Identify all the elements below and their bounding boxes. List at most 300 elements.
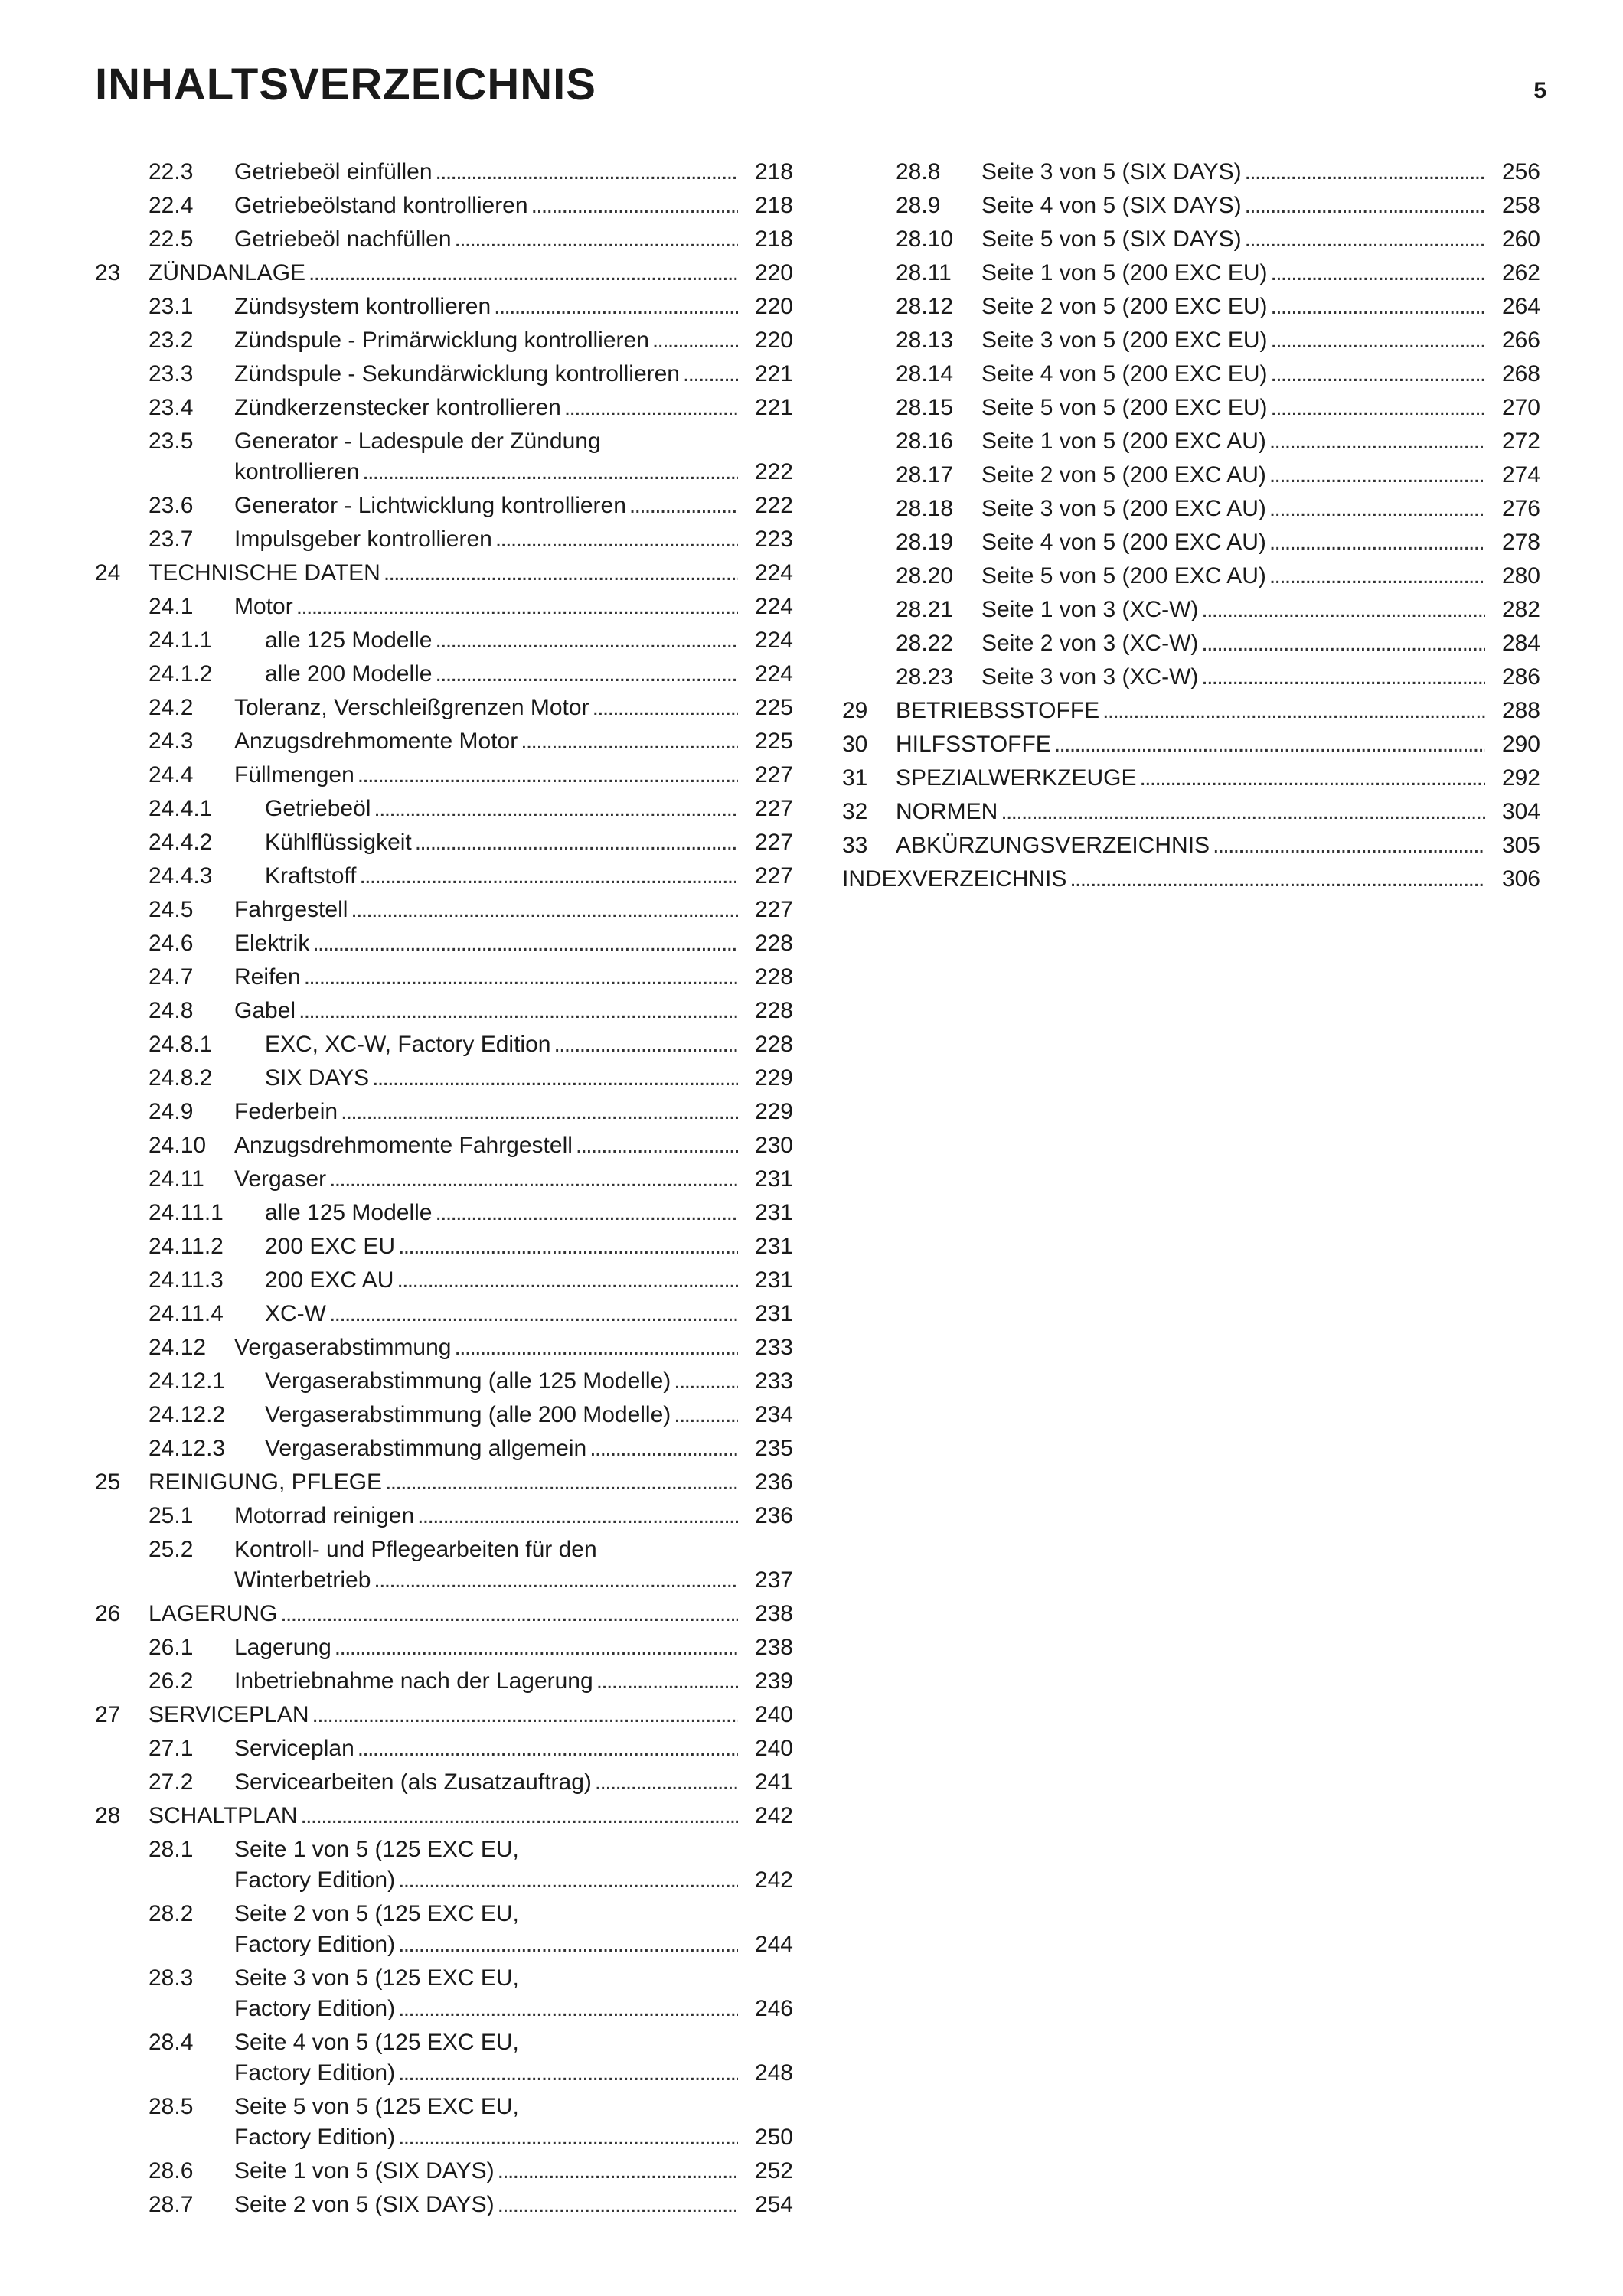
toc-entry[interactable] [95,1299,793,1332]
toc-entry-number: 23.7 [149,527,194,552]
toc-entry-title: Gabel [234,998,296,1023]
dot-leader [304,962,738,993]
toc-entry-number: 31 [842,765,868,791]
dot-leader [1271,292,1485,322]
toc-entry[interactable] [95,1130,793,1164]
toc-entry-title: Seite 2 von 3 (XC-W) [981,631,1199,656]
toc-entry[interactable] [842,662,1540,696]
dot-leader [436,157,738,188]
toc-entry[interactable] [95,1899,793,1963]
toc-entry[interactable] [95,861,793,895]
toc-entry-number: 28.4 [149,2030,194,2055]
toc-entry-page: 218 [754,193,793,218]
dot-leader [1245,157,1485,188]
toc-entry-title: INDEXVERZEICHNIS [842,866,1067,892]
toc-entry-title: HILFSSTOFFE [896,732,1051,757]
toc-entry-page: 231 [754,1234,793,1259]
dot-leader [1054,729,1485,760]
dot-leader [372,1063,738,1094]
toc-entry[interactable] [95,1265,793,1299]
toc-entry[interactable] [95,224,793,258]
toc-entry[interactable] [95,1700,793,1733]
toc-entry[interactable] [95,794,793,827]
toc-entry-number: 28.12 [896,294,954,319]
toc-entry-page: 223 [754,527,793,552]
toc-entry-page: 270 [1501,395,1540,420]
toc-entry[interactable] [842,797,1540,830]
toc-entry-title: Winterbetrieb [234,1567,371,1593]
toc-entry-title: Seite 3 von 3 (XC-W) [981,664,1199,690]
toc-entry-page: 260 [1501,227,1540,252]
toc-entry[interactable] [95,157,793,191]
dot-leader [1001,797,1485,827]
toc-entry-title: SERVICEPLAN [149,1702,309,1727]
toc-entry[interactable] [842,729,1540,763]
dot-leader [531,191,738,221]
toc-entry-number: 28.9 [896,193,941,218]
toc-entry[interactable] [95,1501,793,1534]
toc-entry-title: XC-W [265,1301,326,1326]
toc-entry-page: 238 [754,1635,793,1660]
toc-entry[interactable] [842,595,1540,628]
toc-entry-number: 28.7 [149,2192,194,2217]
dot-leader [435,1198,738,1228]
toc-entry-title: Seite 5 von 5 (200 EXC EU) [981,395,1268,420]
dot-leader [384,558,738,589]
toc-entry-page: 220 [754,294,793,319]
toc-entry-title: 200 EXC EU [265,1234,396,1259]
dot-leader [589,1433,738,1464]
dot-leader [398,2058,738,2089]
toc-entry-page: 224 [754,628,793,653]
toc-entry-number: 24.12 [149,1335,207,1360]
dot-leader [312,928,738,959]
toc-entry[interactable] [95,592,793,625]
dot-leader [358,1733,738,1764]
toc-entry-page: 239 [754,1668,793,1694]
toc-entry-number: 28.2 [149,1901,194,1926]
dot-leader [1201,595,1485,625]
toc-entry-title: Servicearbeiten (als Zusatzauftrag) [234,1769,592,1795]
toc-entry-title: LAGERUNG [149,1601,278,1626]
toc-entry[interactable] [95,726,793,760]
toc-entry-page: 266 [1501,328,1540,353]
toc-entry-title: Seite 1 von 5 (200 EXC EU) [981,260,1268,285]
toc-column-right [842,157,1540,898]
dot-leader [1269,426,1485,457]
dot-leader [374,1565,738,1596]
toc-entry-title: Vergaser [234,1166,327,1192]
toc-entry-title: Factory Edition) [234,2060,396,2086]
toc-entry-number: 24.11 [149,1166,204,1192]
toc-entry-title: Seite 5 von 5 (SIX DAYS) [981,227,1242,252]
toc-entry-title: Seite 4 von 5 (125 EXC EU, [234,2030,519,2055]
toc-entry[interactable] [95,2027,793,2092]
toc-entry-number: 24.4.1 [149,796,213,821]
toc-entry-number: 33 [842,833,868,858]
toc-entry-title: Anzugsdrehmomente Motor [234,729,518,754]
toc-entry-page: 292 [1501,765,1540,791]
toc-entry-title: Generator - Lichtwicklung kontrollieren [234,493,626,518]
dot-leader [455,224,738,255]
toc-entry-number: 28.22 [896,631,954,656]
toc-entry-title: Zündspule - Sekundärwicklung kontrollieren [234,361,680,386]
dot-leader [435,659,738,690]
dot-leader [1213,830,1485,861]
toc-entry[interactable] [842,864,1540,898]
toc-entry[interactable] [95,1164,793,1198]
toc-entry-page: 274 [1501,462,1540,488]
toc-entry-number: 24.12.3 [149,1436,226,1461]
toc-entry[interactable] [842,224,1540,258]
toc-entry-number: 24.11.4 [149,1301,224,1326]
toc-entry-title: Seite 2 von 5 (200 EXC EU) [981,294,1268,319]
toc-entry-page: 262 [1501,260,1540,285]
page-title: INHALTSVERZEICHNIS [95,60,596,109]
toc-entry-title: alle 125 Modelle [265,1200,433,1225]
page-header [95,58,1546,112]
toc-entry-page: 282 [1501,597,1540,622]
toc-entry[interactable] [842,292,1540,325]
dot-leader [674,1400,738,1430]
toc-entry-number: 24.12.2 [149,1402,226,1427]
dot-leader [1245,191,1485,221]
dot-leader [398,1865,738,1896]
toc-entry-page: 252 [754,2158,793,2183]
dot-leader [521,726,738,757]
toc-entry-number: 28.21 [896,597,954,622]
dot-leader [301,1801,738,1831]
toc-entry-number: 26.2 [149,1668,194,1694]
toc-entry[interactable] [95,1801,793,1835]
toc-entry[interactable] [95,426,793,491]
dot-leader [1269,460,1485,491]
toc-entry-title: Seite 3 von 5 (SIX DAYS) [981,159,1242,184]
toc-entry-number: 27.1 [149,1736,194,1761]
toc-entry-title: Motor [234,594,293,619]
toc-entry-title: Seite 5 von 5 (200 EXC AU) [981,563,1266,589]
toc-entry-page: 231 [754,1166,793,1192]
dot-leader [1140,763,1485,794]
toc-entry-number: 24 [95,560,121,585]
toc-entry-number: 23.6 [149,493,194,518]
dot-leader [1269,527,1485,558]
toc-entry[interactable] [95,760,793,794]
toc-entry[interactable] [95,2190,793,2223]
toc-entry-number: 24.8 [149,998,194,1023]
dot-leader [312,1700,738,1730]
dot-leader [1069,864,1485,895]
toc-entry-page: 278 [1501,530,1540,555]
toc-entry[interactable] [842,494,1540,527]
dot-leader [398,1994,738,2024]
dot-leader [1269,494,1485,524]
toc-entry-page: 244 [754,1932,793,1957]
toc-entry[interactable] [95,1963,793,2027]
toc-entry[interactable] [95,1097,793,1130]
toc-entry-title: Serviceplan [234,1736,354,1761]
dot-leader [435,625,738,656]
toc-entry-number: 28.14 [896,361,954,386]
toc-entry-number: 24.5 [149,897,194,922]
toc-entry[interactable] [95,827,793,861]
toc-entry[interactable] [842,426,1540,460]
toc-entry-number: 28.23 [896,664,954,690]
dot-leader [674,1366,738,1397]
dot-leader [397,1265,738,1296]
toc-entry[interactable] [95,491,793,524]
toc-entry[interactable] [95,393,793,426]
dot-leader [309,258,738,289]
toc-entry[interactable] [95,962,793,996]
toc-entry-number: 24.8.2 [149,1065,213,1091]
toc-entry[interactable] [842,527,1540,561]
toc-entry[interactable] [95,625,793,659]
toc-entry-title: Factory Edition) [234,1867,396,1893]
toc-entry-page: 264 [1501,294,1540,319]
dot-leader [576,1130,738,1161]
dot-leader [1271,393,1485,423]
toc-entry-title: Seite 3 von 5 (125 EXC EU, [234,1965,519,1991]
toc-entry[interactable] [95,1767,793,1801]
toc-entry[interactable] [842,157,1540,191]
toc-entry-page: 284 [1501,631,1540,656]
toc-entry-number: 30 [842,732,868,757]
toc-entry[interactable] [842,763,1540,797]
toc-entry-page: 222 [754,493,793,518]
toc-entry-page: 237 [754,1567,793,1593]
toc-entry-page: 231 [754,1301,793,1326]
toc-entry-title: kontrollieren [234,459,360,484]
dot-leader [398,1929,738,1960]
toc-entry[interactable] [842,191,1540,224]
toc-entry-number: 22.5 [149,227,194,252]
toc-entry-page: 228 [754,1032,793,1057]
toc-entry-title: Seite 2 von 5 (200 EXC AU) [981,462,1266,488]
toc-entry-title: TECHNISCHE DATEN [149,560,380,585]
toc-entry[interactable] [95,1400,793,1433]
toc-entry-number: 24.11.3 [149,1267,224,1293]
toc-entry-page: 305 [1501,833,1540,858]
toc-entry-title: Toleranz, Verschleißgrenzen Motor [234,695,589,720]
toc-entry-title: Factory Edition) [234,1932,396,1957]
toc-entry-number: 24.1.2 [149,661,213,687]
toc-entry-title: Factory Edition) [234,2125,396,2150]
dot-leader [341,1097,738,1127]
toc-entry-page: 272 [1501,429,1540,454]
toc-entry[interactable] [842,359,1540,393]
toc-entry-page: 304 [1501,799,1540,824]
toc-entry-title: 200 EXC AU [265,1267,394,1293]
dot-leader [362,457,738,488]
toc-entry-title: EXC, XC-W, Factory Edition [265,1032,551,1057]
toc-entry-page: 240 [754,1736,793,1761]
toc-entry[interactable] [95,996,793,1029]
toc-entry-page: 276 [1501,496,1540,521]
toc-entry[interactable] [95,325,793,359]
toc-entry[interactable] [95,1599,793,1632]
toc-entry[interactable] [95,1632,793,1666]
toc-entry-page: 221 [754,395,793,420]
dot-leader [358,760,738,791]
toc-entry-number: 28.17 [896,462,954,488]
toc-entry-title: ZÜNDANLAGE [149,260,306,285]
toc-entry-page: 238 [754,1601,793,1626]
toc-entry-page: 221 [754,361,793,386]
toc-entry-title: Seite 1 von 5 (200 EXC AU) [981,429,1266,454]
toc-entry[interactable] [95,1433,793,1467]
toc-entry-title: Vergaserabstimmung (alle 125 Modelle) [265,1368,671,1394]
toc-entry-number: 24.12.1 [149,1368,226,1394]
toc-entry-page: 234 [754,1402,793,1427]
toc-entry[interactable] [95,258,793,292]
toc-entry-page: 227 [754,796,793,821]
toc-entry-page: 229 [754,1065,793,1091]
toc-entry-title: Kontroll- und Pflegearbeiten für den [234,1537,597,1562]
toc-entry-title: Getriebeöl einfüllen [234,159,433,184]
toc-entry[interactable] [95,1198,793,1231]
toc-entry-number: 26.1 [149,1635,194,1660]
dot-leader [415,827,738,858]
toc-entry[interactable] [95,292,793,325]
toc-entry-page: 225 [754,729,793,754]
toc-entry-page: 229 [754,1099,793,1124]
toc-entry-page: 254 [754,2192,793,2217]
dot-leader [360,861,738,892]
dot-leader [351,895,738,925]
toc-entry-number: 28.10 [896,227,954,252]
toc-entry[interactable] [842,830,1540,864]
dot-leader [554,1029,738,1060]
toc-entry[interactable] [95,1366,793,1400]
dot-leader [629,491,738,521]
toc-entry-page: 225 [754,695,793,720]
toc-entry-page: 218 [754,159,793,184]
dot-leader [398,2122,738,2153]
toc-entry[interactable] [95,1231,793,1265]
toc-entry-number: 24.9 [149,1099,194,1124]
toc-entry-title: Seite 3 von 5 (200 EXC EU) [981,328,1268,353]
toc-entry-title: SIX DAYS [265,1065,370,1091]
toc-entry-number: 27 [95,1702,121,1727]
dot-leader [596,1666,738,1697]
toc-entry-number: 28.18 [896,496,954,521]
toc-entry-title: Generator - Ladespule der Zündung [234,429,601,454]
toc-entry-number: 24.10 [149,1133,207,1158]
toc-entry[interactable] [842,325,1540,359]
dot-leader [593,693,738,723]
toc-entry-page: 240 [754,1702,793,1727]
toc-entry[interactable] [842,460,1540,494]
toc-entry-page: 246 [754,1996,793,2021]
toc-entry-title: Getriebeölstand kontrollieren [234,193,528,218]
toc-entry-page: 242 [754,1803,793,1828]
toc-entry-number: 26 [95,1601,121,1626]
dot-leader [296,592,738,622]
toc-entry-page: 227 [754,762,793,788]
toc-entry[interactable] [95,928,793,962]
toc-entry-page: 230 [754,1133,793,1158]
toc-entry[interactable] [95,1666,793,1700]
toc-entry[interactable] [842,561,1540,595]
toc-entry-page: 227 [754,897,793,922]
toc-entry-title: SPEZIALWERKZEUGE [896,765,1137,791]
toc-entry-title: Anzugsdrehmomente Fahrgestell [234,1133,573,1158]
toc-entry-page: 242 [754,1867,793,1893]
toc-column-left [95,157,793,2223]
toc-entry-number: 27.2 [149,1769,194,1795]
dot-leader [329,1164,738,1195]
toc-entry[interactable] [95,895,793,928]
toc-entry[interactable] [95,659,793,693]
toc-entry[interactable] [95,558,793,592]
toc-entry[interactable] [95,1534,793,1599]
toc-entry-page: 250 [754,2125,793,2150]
toc-entry-page: 224 [754,594,793,619]
toc-entry-number: 24.11.2 [149,1234,224,1259]
toc-entry-title: Seite 2 von 5 (125 EXC EU, [234,1901,519,1926]
toc-entry-number: 28 [95,1803,121,1828]
toc-entry-title: NORMEN [896,799,998,824]
dot-leader [385,1467,738,1498]
toc-entry[interactable] [95,1029,793,1063]
toc-entry-title: alle 125 Modelle [265,628,433,653]
dot-leader [280,1599,738,1629]
dot-leader [454,1332,738,1363]
toc-entry[interactable] [95,1467,793,1501]
toc-entry[interactable] [842,393,1540,426]
toc-entry[interactable] [842,696,1540,729]
dot-leader [398,1231,738,1262]
toc-entry[interactable] [842,628,1540,662]
toc-entry-number: 23.3 [149,361,194,386]
toc-entry[interactable] [95,1063,793,1097]
dot-leader [564,393,738,423]
toc-entry[interactable] [95,1733,793,1767]
toc-entry-page: 224 [754,661,793,687]
toc-entry-page: 236 [754,1469,793,1495]
toc-entry-number: 24.11.1 [149,1200,224,1225]
toc-entry[interactable] [95,1332,793,1366]
toc-entry-page: 228 [754,931,793,956]
toc-entry[interactable] [95,191,793,224]
toc-entry-title: Seite 1 von 5 (125 EXC EU, [234,1837,519,1862]
toc-entry-title: alle 200 Modelle [265,661,433,687]
toc-entry[interactable] [95,2156,793,2190]
toc-entry-title: Seite 2 von 5 (SIX DAYS) [234,2192,495,2217]
toc-entry-page: 236 [754,1503,793,1528]
toc-entry-number: 28.8 [896,159,941,184]
toc-entry[interactable] [842,258,1540,292]
toc-entry-title: Kühlflüssigkeit [265,830,412,855]
toc-entry[interactable] [95,2092,793,2156]
dot-leader [1201,662,1485,693]
toc-entry[interactable] [95,1835,793,1899]
toc-entry[interactable] [95,359,793,393]
toc-entry-page: 228 [754,998,793,1023]
toc-entry-page: 231 [754,1267,793,1293]
toc-entry-title: Vergaserabstimmung (alle 200 Modelle) [265,1402,671,1427]
toc-entry-page: 241 [754,1769,793,1795]
toc-entry-page: 280 [1501,563,1540,589]
toc-entry-number: 22.4 [149,193,194,218]
toc-entry-page: 228 [754,964,793,990]
toc-entry-page: 306 [1501,866,1540,892]
dot-leader [683,359,738,390]
toc-entry-title: BETRIEBSSTOFFE [896,698,1100,723]
toc-entry[interactable] [95,693,793,726]
toc-entry[interactable] [95,524,793,558]
